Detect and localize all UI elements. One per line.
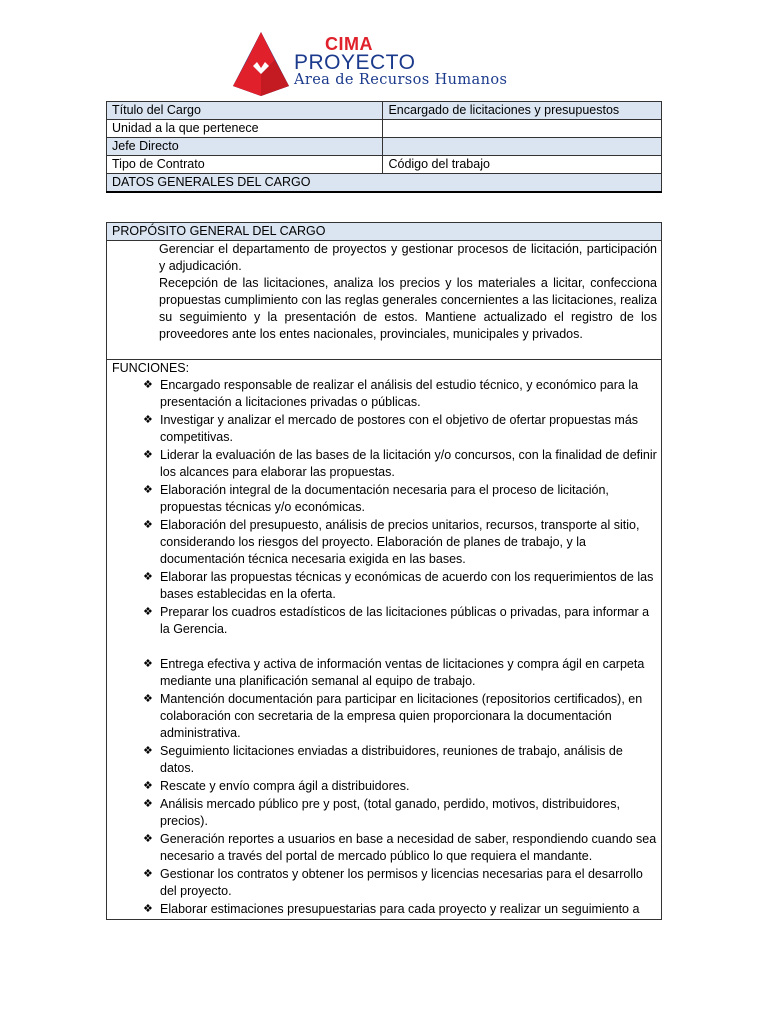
list-item: ❖ Elaboración del presupuesto, análisis de precios unitarios, recursos, transporte al sitio, considerando los riesgos del proyecto. Elaboración de planes de trabajo, y la documentación técnica necesaria exigida en las bases. [143, 518, 640, 566]
list-item: ❖ Gestionar los contratos y obtener los permisos y licencias necesarias para el desarrollo del proyecto. [143, 867, 643, 898]
contract-value: Código del trabajo [383, 156, 662, 174]
company-name: PROYECTO [294, 51, 416, 74]
table-row [107, 360, 662, 920]
diamond-bullet-icon: ❖ [143, 379, 153, 391]
diamond-bullet-icon: ❖ [143, 693, 153, 705]
table-row [107, 120, 662, 138]
list-item: ❖ Análisis mercado público pre y post, (total ganado, perdido, motivos, distribuidores, precios). [143, 797, 620, 828]
diamond-bullet-icon: ❖ [143, 414, 153, 426]
diamond-bullet-icon: ❖ [143, 745, 153, 757]
list-item: ❖ Encargado responsable de realizar el análisis del estudio técnico, y económico para la presentación a licitaciones privadas o públicas. [143, 378, 639, 409]
table-row [107, 138, 662, 156]
diamond-bullet-icon: ❖ [143, 903, 153, 915]
table-row [107, 156, 662, 174]
list-item: ❖ Preparar los cuadros estadísticos de las licitaciones públicas o privadas, para informar a la Gerencia. [143, 605, 650, 636]
list-item: ❖ Seguimiento licitaciones enviadas a distribuidores, reuniones de trabajo, análisis de datos. [143, 744, 623, 775]
unit-label: Unidad a la que pertenece [107, 120, 383, 138]
list-item: ❖ Liderar la evaluación de las bases de la licitación y/o concursos, con la finalidad de definir los alcances para elaborar las propuestas. [143, 448, 657, 479]
purpose-paragraph: Recepción de las licitaciones, analiza los precios y los materiales a licitar, confecciona propuestas cumplimiento con las reglas generales concernientes a las licitaciones, realiza su seguimiento y la presentación de estos. Mantiene actualizado el registro de los proveedores ante los entes nacionales, provinciales, municipales y privados. [159, 276, 657, 341]
diamond-bullet-icon: ❖ [143, 571, 153, 583]
diamond-bullet-icon: ❖ [143, 833, 153, 845]
diamond-bullet-icon: ❖ [143, 606, 153, 618]
list-item: ❖ Elaborar las propuestas técnicas y económicas de acuerdo con los requerimientos de las bases establecidas en la oferta. [143, 570, 654, 601]
job-data-table [106, 101, 662, 193]
list-item: ❖ Rescate y envío compra ágil a distribuidores. [143, 779, 410, 793]
table-row [107, 174, 662, 193]
diamond-bullet-icon: ❖ [143, 780, 153, 792]
list-item: ❖ Generación reportes a usuarios en base a necesidad de saber, respondiendo cuando sea necesario a través del portal de mercado público lo que requiera el mandante. [143, 832, 657, 863]
list-item: ❖ Investigar y analizar el mercado de postores con el objetivo de ofertar propuestas más competitivas. [143, 413, 639, 444]
job-title-value: Encargado de licitaciones y presupuestos [383, 102, 662, 120]
section-title: DATOS GENERALES DEL CARGO [107, 174, 662, 193]
purpose-functions-table [106, 222, 662, 920]
purpose-title: PROPÓSITO GENERAL DEL CARGO [107, 223, 662, 241]
diamond-bullet-icon: ❖ [143, 519, 153, 531]
functions-title: FUNCIONES: [112, 361, 190, 375]
boss-value [383, 138, 662, 156]
job-title-label: Título del Cargo [107, 102, 383, 120]
purpose-paragraph: Gerenciar el departamento de proyectos y gestionar procesos de licitación, participación y adjudicación. [159, 242, 657, 273]
brand-name: CIMA [325, 34, 373, 54]
diamond-bullet-icon: ❖ [143, 658, 153, 670]
table-row [107, 102, 662, 120]
functions-list [112, 377, 657, 918]
diamond-bullet-icon: ❖ [143, 798, 153, 810]
list-item: ❖ Elaborar estimaciones presupuestarias para cada proyecto y realizar un seguimiento a [143, 902, 640, 916]
diamond-bullet-icon: ❖ [143, 449, 153, 461]
diamond-bullet-icon: ❖ [143, 484, 153, 496]
list-item: ❖ Elaboración integral de la documentación necesaria para el proceso de licitación, propuestas técnicas y/o económicas. [143, 483, 609, 514]
department-name: Area de Recursos Humanos [294, 72, 508, 88]
unit-value [383, 120, 662, 138]
diamond-bullet-icon: ❖ [143, 868, 153, 880]
list-item: ❖ Entrega efectiva y activa de información ventas de licitaciones y compra ágil en carpeta mediante una planificación semanal al equipo de trabajo. [143, 657, 645, 688]
functions-cell [107, 360, 662, 920]
list-item: ❖ Mantención documentación para participar en licitaciones (repositorios certificados), en colaboración con secretaria de la empresa quien proporcionara la documentación administrativa. [143, 692, 643, 740]
table-row [107, 241, 662, 360]
table-row [107, 223, 662, 241]
boss-label: Jefe Directo [107, 138, 383, 156]
contract-label: Tipo de Contrato [107, 156, 383, 174]
purpose-body [107, 241, 662, 360]
